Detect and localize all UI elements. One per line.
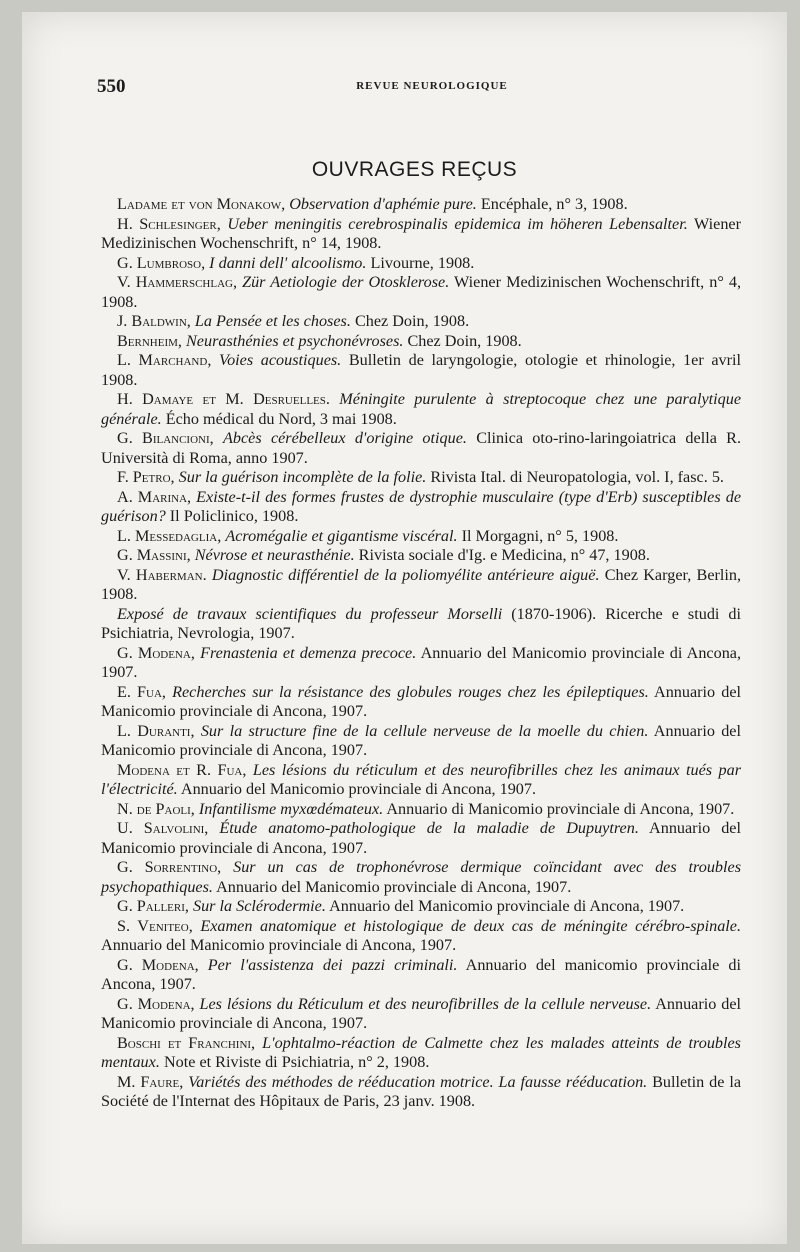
entry-source: Annuario del Manicomio provinciale di Ancona, 1907.	[101, 936, 457, 954]
entry-author: Modena et R. Fua,	[117, 760, 247, 779]
entry-author: V. Haberman.	[117, 565, 207, 584]
list-item	[101, 819, 741, 858]
entry-source: Annuario di Manicomio provinciale di Ancona, 1907.	[386, 799, 735, 818]
entry-author: G. Lumbroso,	[117, 253, 206, 272]
page-number: 550	[97, 76, 126, 97]
entry-author: V. Hammerschlag,	[117, 273, 238, 291]
entry-title: Sur la guérison incomplète de la folie.	[178, 468, 427, 486]
entry-author: A. Marina,	[117, 487, 192, 506]
list-item	[101, 917, 741, 956]
entry-source: Annuario del Manicomio provinciale di Ancona, 1907.	[329, 897, 685, 915]
entry-source: Annuario del Manicomio provinciale di Ancona, 1907.	[101, 721, 741, 759]
entry-title: Examen anatomique et histologique de deux cas de méningite cérébro-spinale.	[200, 916, 742, 935]
entry-title: Exposé de travaux scientifiques du professeur Morselli	[117, 604, 503, 623]
list-item	[101, 995, 741, 1034]
list-item	[101, 722, 741, 761]
entry-author: G. Bilancioni,	[117, 429, 214, 447]
entry-source: (1870-1906). Ricerche e studi di Psichiatria, Nevrologia, 1907.	[101, 604, 742, 642]
entry-title: Voies acoustiques.	[218, 351, 342, 369]
entry-author: G. Sorrentino,	[117, 858, 222, 876]
entry-title: Méningite purulente à streptocoque chez une paralytique générale.	[101, 390, 742, 428]
section-title: OUVRAGES REÇUS	[311, 158, 518, 181]
entry-source: Annuario del manicomio provinciale di Ancona, 1907.	[101, 955, 742, 993]
list-item	[101, 858, 741, 897]
entry-author: N. de Paoli,	[117, 799, 195, 818]
list-item	[101, 800, 741, 820]
entry-title: Abcès cérébelleux d'origine otique.	[223, 429, 467, 447]
list-item	[101, 605, 741, 644]
entry-source: Note et Riviste di Psichiatria, n° 2, 1908.	[163, 1053, 430, 1071]
list-item	[101, 254, 741, 274]
entry-title: Sur la structure fine de la cellule nerveuse de la moelle du chien.	[200, 721, 649, 740]
page-header	[97, 76, 747, 100]
entry-author: G. Modena,	[117, 643, 195, 662]
entry-author: F. Petro,	[117, 468, 175, 486]
entry-title: Sur un cas de trophonévrose dermique coïncidant avec des troubles psychopathiques.	[101, 858, 742, 896]
list-item	[101, 1073, 741, 1112]
list-item	[101, 468, 741, 488]
entry-author: L. Messedaglia,	[117, 526, 222, 545]
entry-source: Rivista sociale d'Ig. e Medicina, n° 47, 1908.	[358, 546, 650, 564]
entry-author: M. Faure,	[117, 1072, 184, 1091]
list-item	[101, 527, 741, 547]
entry-source: Clinica oto-rino-laringoiatrica della R. Università di Roma, anno 1907.	[101, 429, 742, 467]
entry-author: L. Duranti,	[117, 721, 195, 740]
entry-title: L'ophtalmo-réaction de Calmette chez les malades atteints de troubles mentaux.	[101, 1033, 741, 1071]
entry-source: Annuario del Manicomio provinciale di Ancona, 1907.	[101, 682, 742, 720]
list-item	[101, 195, 741, 215]
list-item	[101, 546, 741, 566]
entry-source: Il Morgagni, n° 5, 1908.	[461, 526, 619, 545]
entry-title: La Pensée et les choses.	[194, 312, 351, 330]
list-item	[101, 1034, 741, 1073]
list-item	[101, 332, 741, 352]
entry-author: G. Massini,	[117, 546, 191, 564]
entry-source: Annuario del Manicomio provinciale di Ancona, 1907.	[101, 819, 741, 857]
entry-source: Annuario del Manicomio provinciale di Ancona, 1907.	[101, 643, 742, 681]
list-item	[101, 390, 741, 429]
entry-source: Chez Doin, 1908.	[354, 312, 470, 330]
entry-source: Bulletin de laryngologie, otologie et rhinologie, 1er avril 1908.	[101, 351, 741, 389]
entry-title: Per l'assistenza dei pazzi criminali.	[207, 955, 458, 974]
list-item	[101, 273, 741, 312]
entry-author: H. Schlesinger,	[117, 214, 221, 233]
entry-title: Recherches sur la résistance des globules rouges chez les épileptiques.	[172, 682, 649, 701]
entry-title: I danni dell' alcoolismo.	[209, 253, 367, 272]
entry-source: Rivista Ital. di Neuropatologia, vol. I, fasc. 5.	[430, 468, 724, 486]
entry-title: Ueber meningitis cerebrospinalis epidemica im höheren Lebensalter.	[227, 214, 688, 233]
entry-author: G. Palleri,	[117, 897, 189, 915]
entry-author: H. Damaye et M. Desruelles.	[117, 390, 330, 408]
entry-title: Neurasthénies et psychonévroses.	[186, 331, 404, 350]
list-item	[101, 312, 741, 332]
list-item	[101, 351, 741, 390]
entry-source: Chez Karger, Berlin, 1908.	[101, 565, 742, 603]
entry-author: U. Salvolini,	[117, 819, 209, 837]
entry-title: Névrose et neurasthénie.	[194, 546, 355, 564]
entry-source: Bulletin de la Société de l'Internat des Hôpitaux de Paris, 23 janv. 1908.	[101, 1072, 742, 1110]
bibliography-list	[101, 195, 741, 1112]
entry-author: Ladame et von Monakow,	[117, 195, 286, 213]
entry-title: Diagnostic différentiel de la poliomyélite antérieure aiguë.	[211, 565, 600, 584]
entry-source: Il Policlinico, 1908.	[169, 507, 299, 525]
entry-title: Acromégalie et gigantisme viscéral.	[225, 526, 458, 545]
entry-title: Les lésions du Réticulum et des neurofibrilles de la cellule nerveuse.	[199, 994, 652, 1013]
entry-author: G. Modena,	[117, 955, 199, 974]
list-item	[101, 566, 741, 605]
entry-title: Sur la Sclérodermie.	[192, 897, 326, 915]
list-item	[101, 644, 741, 683]
entry-author: Boschi et Franchini,	[117, 1033, 256, 1052]
entry-title: Existe-t-il des formes frustes de dystrophie musculaire (type d'Erb) susceptibles de guérison?	[101, 487, 742, 525]
list-item	[101, 215, 741, 254]
entry-title: Les lésions du réticulum et des neurofibrilles chez les animaux tués par l'électricité.	[101, 760, 742, 798]
running-title: REVUE NEUROLOGIQUE	[356, 80, 508, 92]
entry-author: Bernheim,	[117, 331, 182, 350]
entry-title: Étude anatomo-pathologique de la maladie de Dupuytren.	[219, 819, 639, 837]
entry-title: Frenastenia et demenza precoce.	[200, 643, 417, 662]
list-item	[101, 761, 741, 800]
list-item	[101, 897, 741, 917]
entry-author: J. Baldwin,	[117, 312, 191, 330]
entry-title: Zür Aetiologie der Otosklerose.	[242, 273, 450, 291]
entry-author: S. Veniteo,	[117, 916, 193, 935]
entry-source: Écho médical du Nord, 3 mai 1908.	[165, 409, 397, 428]
list-item	[101, 683, 741, 722]
entry-author: G. Modena,	[117, 994, 195, 1013]
list-item	[101, 488, 741, 527]
document-page	[22, 12, 787, 1244]
entry-source: Wiener Medizinischen Wochenschrift, n° 4, 1908.	[101, 273, 742, 311]
entry-title: Variétés des méthodes de rééducation motrice. La fausse rééducation.	[188, 1072, 648, 1091]
entry-title: Infantilisme myxœdémateux.	[198, 799, 384, 818]
list-item	[101, 429, 741, 468]
entry-source: Chez Doin, 1908.	[407, 331, 522, 350]
entry-author: E. Fua,	[117, 682, 166, 701]
entry-title: Observation d'aphémie pure.	[289, 195, 477, 213]
entry-source: Annuario del Manicomio provinciale di Ancona, 1907.	[101, 994, 742, 1032]
entry-source: Annuario del Manicomio provinciale di Ancona, 1907.	[216, 877, 572, 896]
entry-source: Annuario del Manicomio provinciale di Ancona, 1907.	[180, 780, 537, 798]
entry-source: Livourne, 1908.	[370, 253, 475, 272]
list-item	[101, 956, 741, 995]
entry-source: Encéphale, n° 3, 1908.	[480, 195, 628, 213]
entry-author: L. Marchand,	[117, 351, 212, 369]
entry-source: Wiener Medizinischen Wochenschrift, n° 14, 1908.	[101, 214, 741, 252]
